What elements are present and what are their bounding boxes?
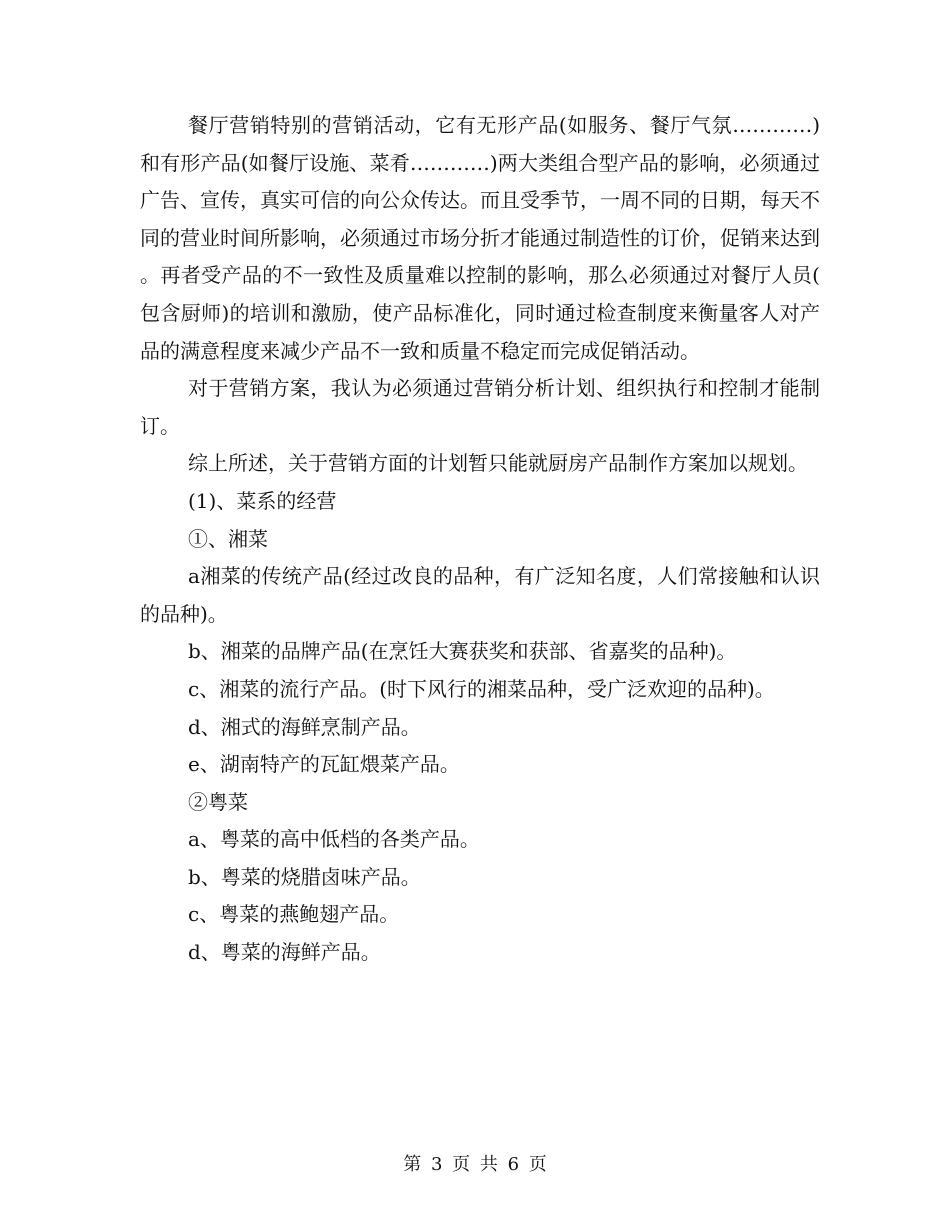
yue-cuisine-heading: ②粤菜: [188, 789, 248, 814]
xiang-item-a: a湘菜的传统产品(经过改良的品种，有广泛知名度，人们常接触和认识的品种)。: [140, 564, 820, 626]
yue-item-d: d、粤菜的海鲜产品。: [188, 940, 381, 965]
xiang-item-c: c、湘菜的流行产品。(时下风行的湘菜品种，受广泛欢迎的品种)。: [188, 676, 775, 701]
xiang-cuisine-heading: ①、湘菜: [188, 526, 268, 551]
document-body: [140, 107, 820, 972]
paragraph-summary: 综上所述，关于营销方面的计划暂只能就厨房产品制作方案加以规划。: [188, 451, 808, 476]
xiang-item-e: e、湖南特产的瓦缸煨菜产品。: [188, 752, 460, 777]
paragraph-marketing-activity: 餐厅营销特别的营销活动，它有无形产品(如服务、餐厅气氛…………)和有形产品(如餐厅设施、菜肴…………)两大类组合型产品的影响，必须通过广告、宣传，真实可信的向公众传达。而且受季节，一周不同的日期，每天不同的营业时间所影响，必须通过市场分折才能通过制造性的订价，促销来达到。再者受产品的不一致性及质量难以控制的影响，那么必须通过对餐厅人员(包含厨师)的培训和激励，使产品标准化，同时通过检查制度来衡量客人对产品的满意程度来减少产品不一致和质量不稳定而完成促销活动。: [140, 113, 820, 363]
paragraph-marketing-plan: 对于营销方案，我认为必须通过营销分析计划、组织执行和控制才能制订。: [140, 376, 820, 438]
page-number-footer: 第 3 页 共 6 页: [403, 1154, 547, 1175]
yue-item-a: a、粤菜的高中低档的各类产品。: [188, 827, 480, 852]
xiang-item-b: b、湘菜的品牌产品(在烹饪大赛获奖和获部、省嘉奖的品种)。: [188, 639, 737, 664]
xiang-item-d: d、湘式的海鲜烹制产品。: [188, 714, 421, 739]
yue-item-b: b、粤菜的烧腊卤味产品。: [188, 864, 421, 889]
yue-item-c: c、粤菜的燕鲍翅产品。: [188, 902, 400, 927]
section-title-cuisine-operation: (1)、菜系的经营: [188, 488, 337, 513]
